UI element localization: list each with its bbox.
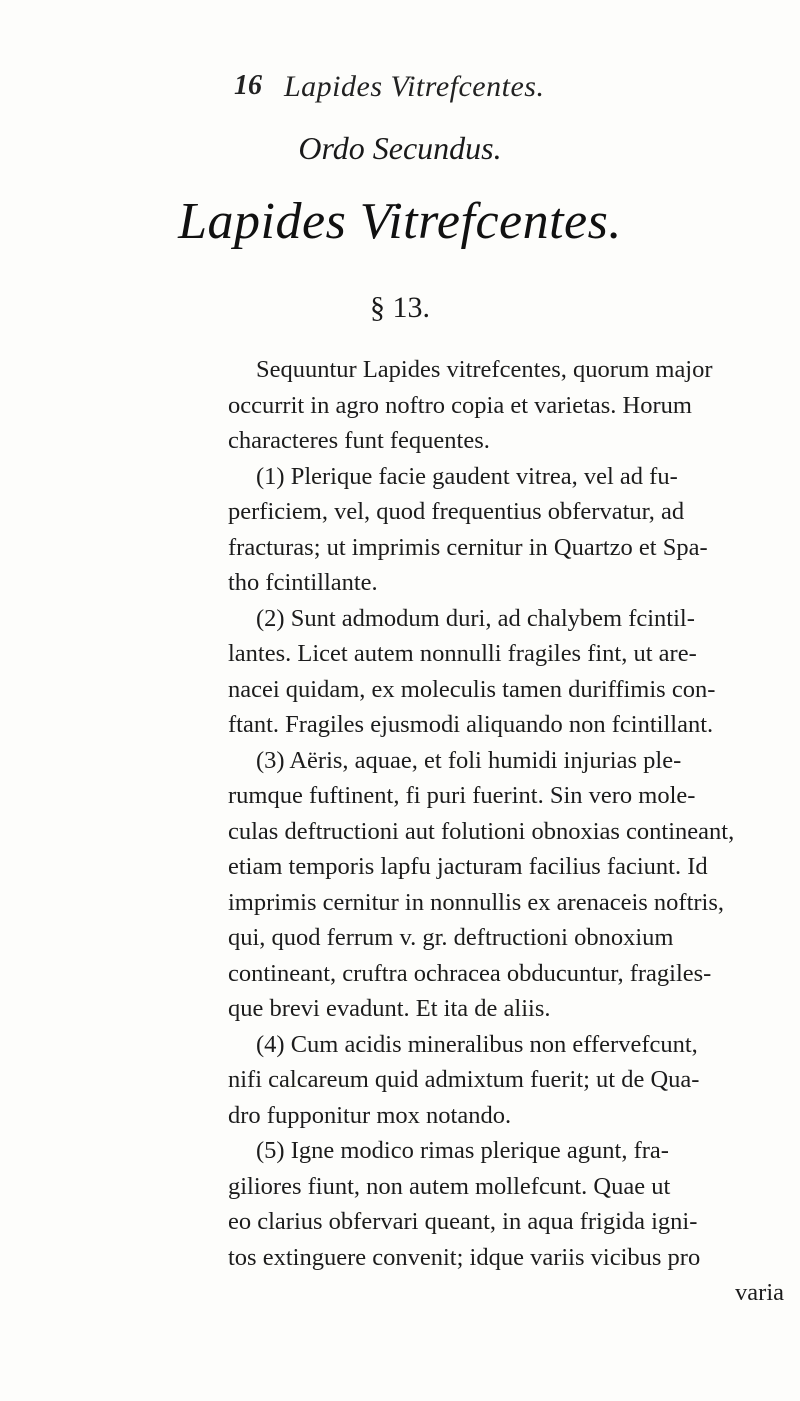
text-line: Sequuntur Lapides vitrefcentes, quorum major (256, 356, 713, 383)
text-line: characteres funt fequentes. (228, 427, 490, 454)
text-line: tho fcintillante. (228, 569, 378, 596)
text-line: nifi calcareum quid admixtum fuerit; ut de Qua- (228, 1066, 700, 1093)
text-line: (2) Sunt admodum duri, ad chalybem fcintil- (256, 604, 695, 632)
chapter-title: Lapides Vitrefcentes. (178, 193, 622, 250)
text-line: nacei quidam, ex moleculis tamen duriffimis con- (228, 675, 716, 703)
running-title: Lapides Vitrefcentes. (284, 70, 545, 103)
text-line: qui, quod ferrum v. gr. deftructioni obnoxium (228, 924, 674, 951)
body-text (228, 352, 800, 1311)
text-line: occurrit in agro noftro copia et varietas. Horum (228, 391, 692, 419)
text-line: (1) Plerique facie gaudent vitrea, vel ad fu- (256, 462, 678, 490)
order-heading: Ordo Secundus. (298, 130, 502, 166)
page-number: 16 (234, 70, 262, 101)
running-head (234, 70, 794, 110)
text-line: tos extinguere convenit; idque variis vicibus pro (228, 1243, 701, 1271)
text-line: imprimis cernitur in nonnullis ex arenaceis noftris, (228, 888, 725, 916)
text-line: contineant, cruftra ochracea obducuntur, fragiles- (228, 959, 712, 987)
text-line: (4) Cum acidis mineralibus non effervefcunt, (256, 1030, 698, 1058)
text-line: etiam temporis lapfu jacturam facilius faciunt. Id (228, 853, 708, 880)
text-line: rumque fuftinent, fi puri fuerint. Sin vero mole- (228, 782, 696, 809)
text-line: lantes. Licet autem nonnulli fragiles fint, ut are- (228, 640, 697, 667)
text-line: dro fupponitur mox notando. (228, 1101, 512, 1129)
text-line: (3) Aëris, aquae, et foli humidi injurias ple- (256, 746, 682, 774)
text-line: (5) Igne modico rimas plerique agunt, fra- (256, 1137, 669, 1164)
text-line: culas deftructioni aut folutioni obnoxias contineant, (228, 817, 735, 845)
catchword: varia (735, 1279, 784, 1306)
text-line: perficiem, vel, quod frequentius obfervatur, ad (228, 498, 685, 525)
text-line: fracturas; ut imprimis cernitur in Quartzo et Spa- (228, 533, 708, 561)
section-number: § 13. (370, 291, 430, 324)
text-line: ftant. Fragiles ejusmodi aliquando non fcintillant. (228, 711, 714, 738)
text-line: que brevi evadunt. Et ita de aliis. (228, 995, 551, 1022)
text-line: eo clarius obfervari queant, in aqua frigida igni- (228, 1208, 698, 1235)
text-line: giliores fiunt, non autem mollefcunt. Quae ut (228, 1172, 671, 1200)
